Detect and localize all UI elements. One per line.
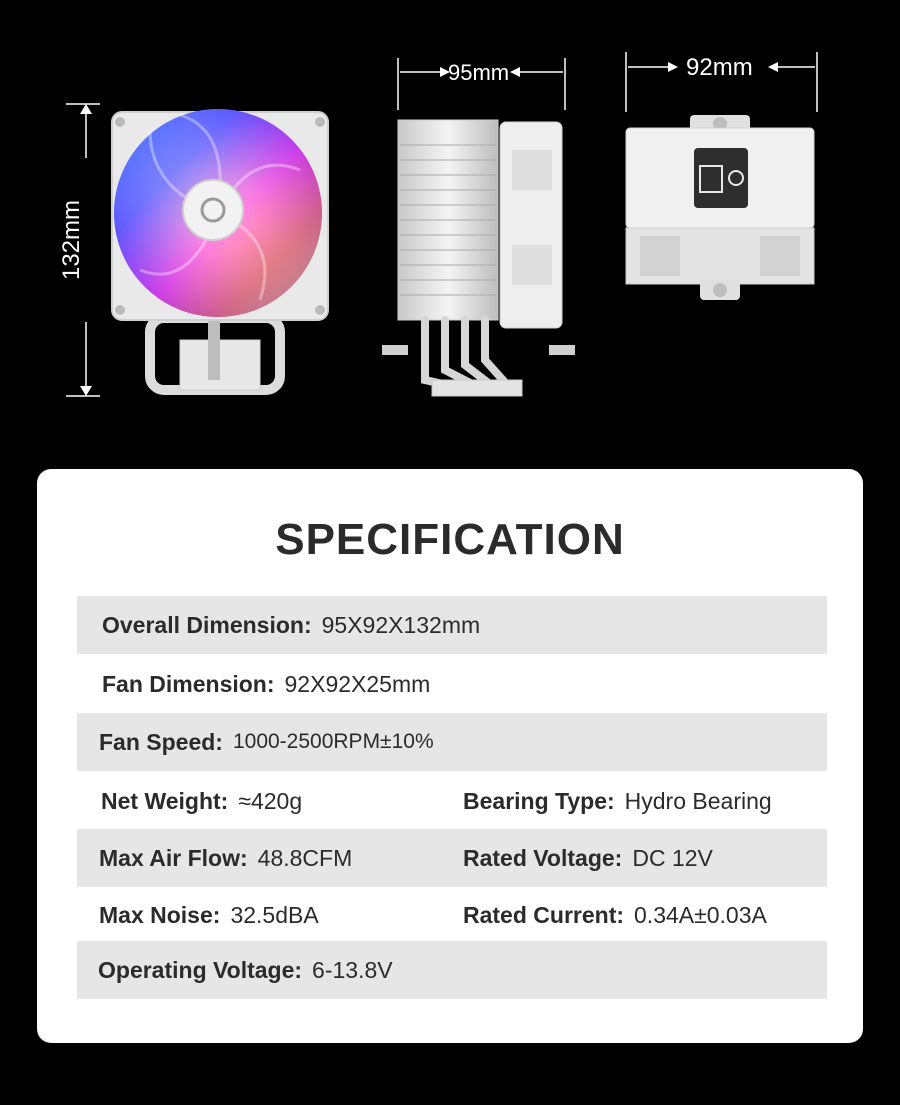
spec-title: SPECIFICATION <box>275 515 625 564</box>
width-dimension-label: 92mm <box>686 54 753 81</box>
front-view <box>66 104 328 396</box>
spec-row-weight-bearing <box>77 772 827 830</box>
fan-speed-label: Fan Speed: <box>99 728 223 755</box>
fan-dimension-value: 92X92X25mm <box>284 670 431 697</box>
spec-row-fan-dimension <box>77 655 827 713</box>
bearing-type-value: Hydro Bearing <box>624 787 772 814</box>
operating-voltage-label: Operating Voltage: <box>98 956 303 983</box>
spec-row-overall <box>77 596 827 654</box>
net-weight-label: Net Weight: <box>101 787 229 814</box>
rated-voltage-label: Rated Voltage: <box>463 844 623 871</box>
bearing-type-label: Bearing Type: <box>463 787 615 814</box>
depth-dimension-label: 95mm <box>448 60 510 85</box>
spec-row-airflow-voltage <box>77 829 827 887</box>
side-view <box>382 58 575 396</box>
fan-speed-value: 1000-2500RPM±10% <box>232 730 434 753</box>
height-dimension-label: 132mm <box>58 199 85 281</box>
specification-card <box>37 469 863 1043</box>
net-weight-value: ≈420g <box>238 787 303 814</box>
overall-dimension-label: Overall Dimension: <box>102 611 312 638</box>
top-view <box>626 52 817 300</box>
max-noise-value: 32.5dBA <box>230 901 319 928</box>
max-noise-label: Max Noise: <box>99 901 221 928</box>
max-air-flow-value: 48.8CFM <box>257 844 353 871</box>
spec-row-noise-current <box>77 886 827 944</box>
spec-row-operating-voltage <box>77 941 827 999</box>
rated-current-label: Rated Current: <box>463 901 625 928</box>
overall-dimension-value: 95X92X132mm <box>321 611 481 638</box>
product-diagrams <box>0 0 900 460</box>
spec-row-fan-speed <box>77 713 827 771</box>
operating-voltage-value: 6-13.8V <box>312 956 393 983</box>
rated-voltage-value: DC 12V <box>632 844 713 871</box>
rated-current-value: 0.34A±0.03A <box>634 901 767 928</box>
fan-dimension-label: Fan Dimension: <box>102 670 275 697</box>
max-air-flow-label: Max Air Flow: <box>99 844 248 871</box>
